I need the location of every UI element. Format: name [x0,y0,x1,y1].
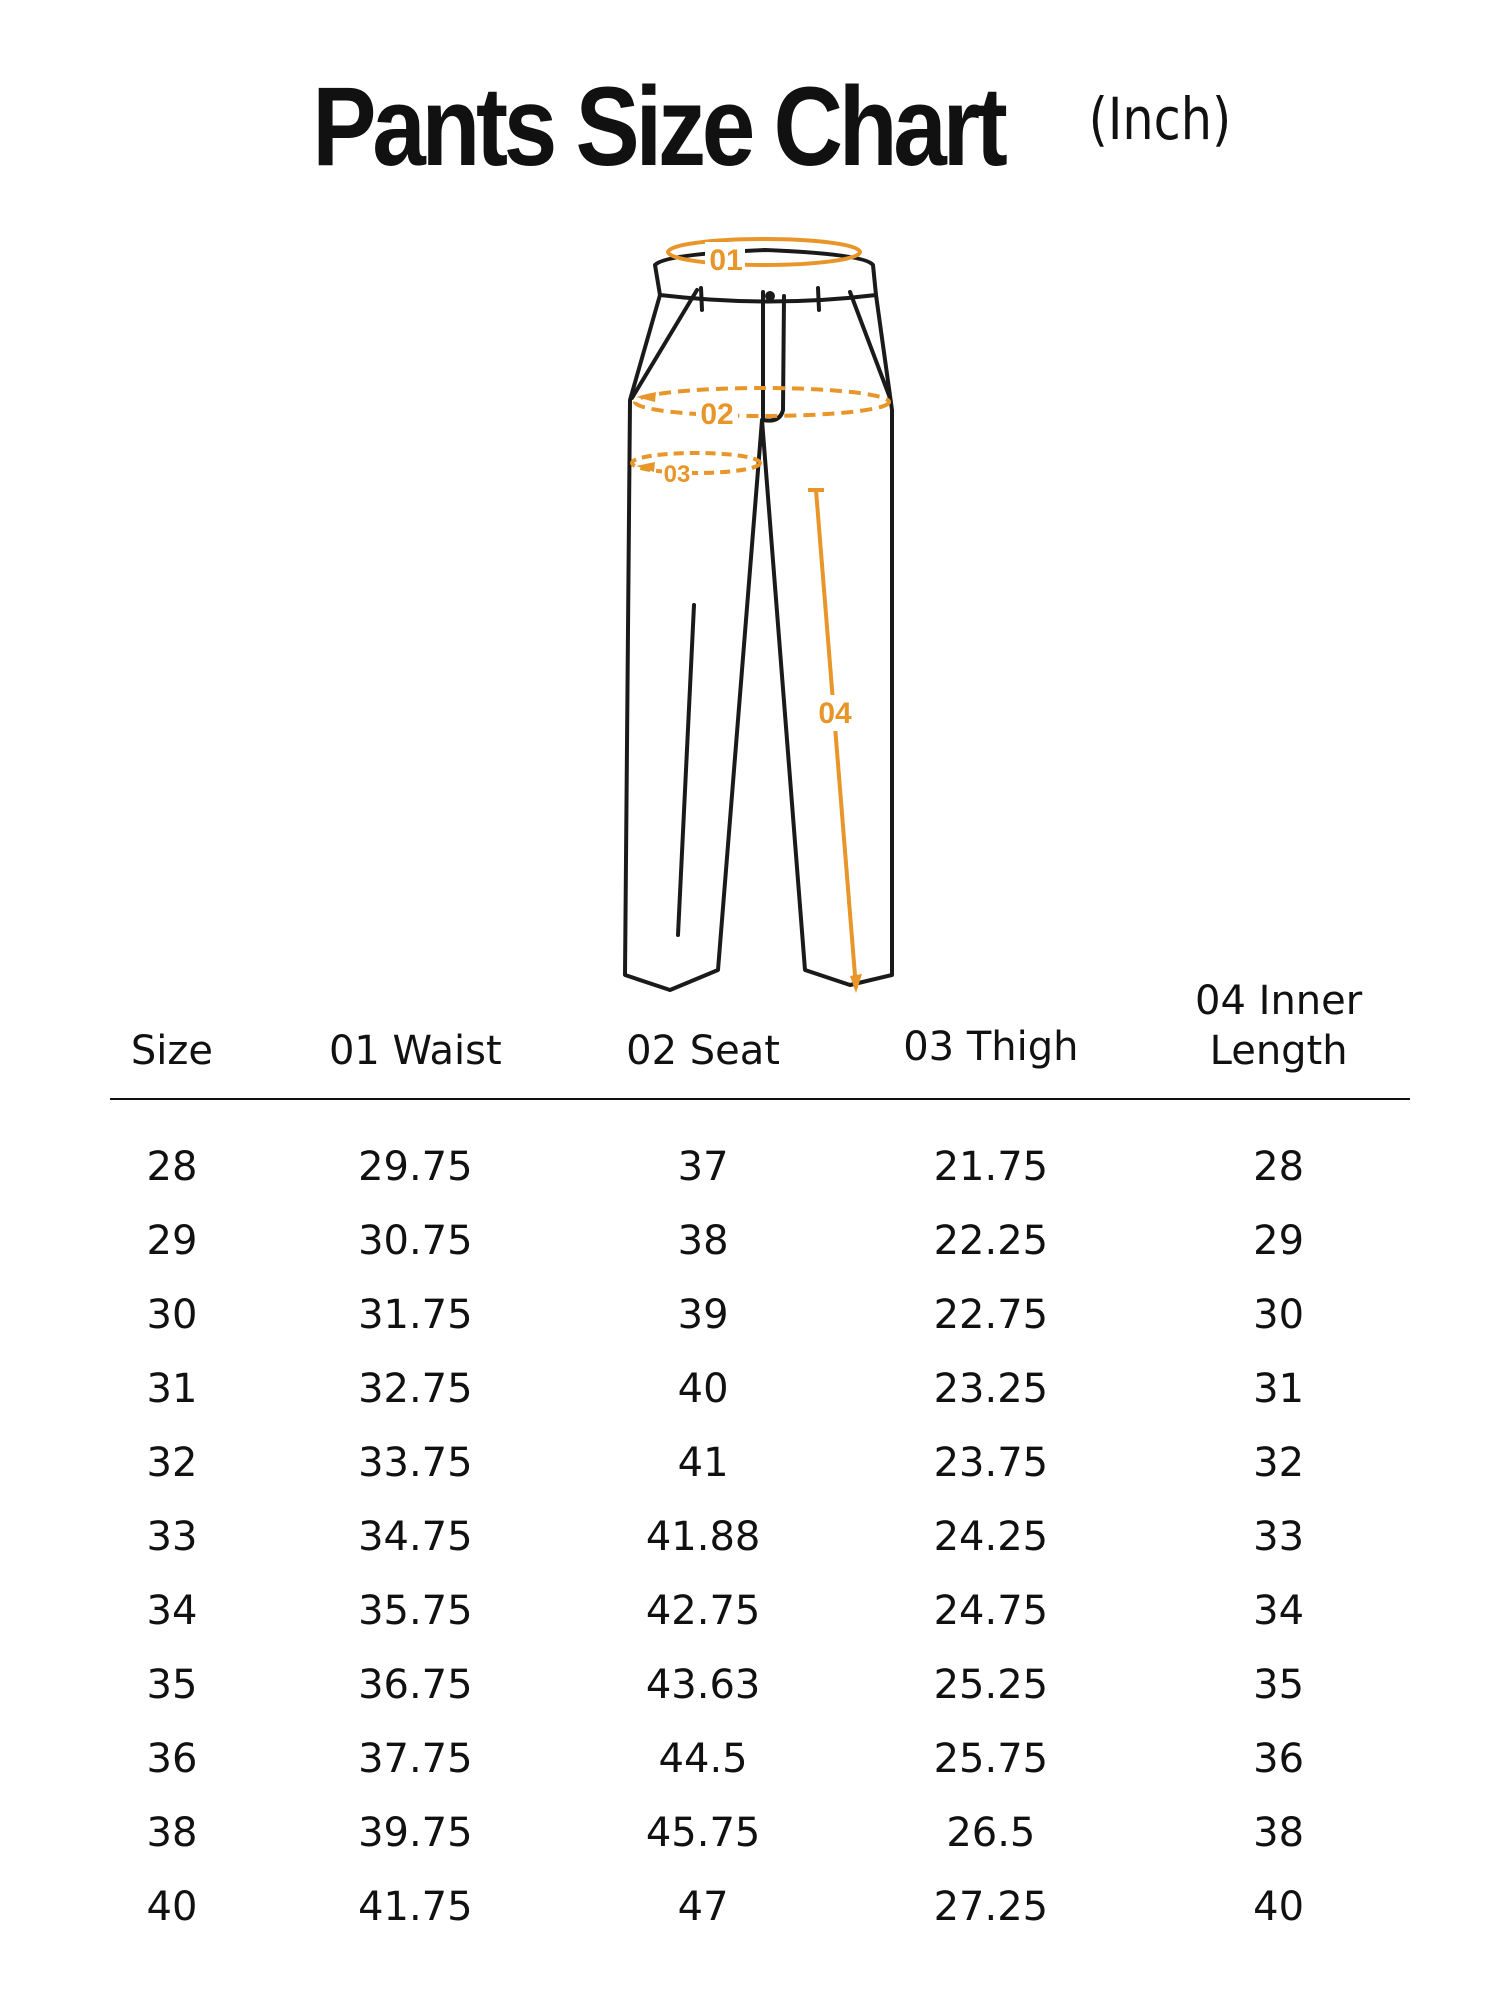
table-row [110,1130,1410,1204]
arrow-left-icon [636,392,656,402]
table-header-row [110,978,1410,1100]
cell-waist: 36.75 [358,1662,473,1708]
thigh-marker-label: 03 [663,461,691,488]
cell-size: 35 [146,1662,198,1708]
cell-inner-length: 30 [1253,1292,1305,1338]
cell-inner-length: 36 [1253,1736,1305,1782]
cell-thigh: 21.75 [933,1144,1049,1190]
cell-waist: 37.75 [358,1736,473,1782]
cell-thigh: 24.75 [933,1588,1049,1634]
table-row [110,1278,1410,1352]
table-row [110,1204,1410,1278]
cell-inner-length: 32 [1253,1440,1305,1486]
cell-size: 34 [146,1588,198,1634]
cell-seat: 37 [677,1144,729,1190]
button-icon [765,291,775,301]
table-row [110,1500,1410,1574]
cell-size: 38 [146,1810,198,1856]
header-seat: 02 Seat [626,1028,780,1074]
header-waist: 01 Waist [328,1028,502,1074]
measure-marks [632,239,889,988]
cell-seat: 41.88 [645,1514,761,1560]
cell-thigh: 23.75 [933,1440,1049,1486]
pants-outline [625,250,892,990]
cell-size: 36 [146,1736,198,1782]
cell-waist: 41.75 [358,1884,473,1930]
table-row [110,1870,1410,1944]
cell-size: 31 [146,1366,198,1412]
table-row [110,1722,1410,1796]
cell-seat: 45.75 [645,1810,761,1856]
cell-seat: 44.5 [658,1736,748,1782]
cell-waist: 32.75 [358,1366,473,1412]
cell-thigh: 22.25 [933,1218,1049,1264]
table-row [110,1426,1410,1500]
cell-seat: 47 [677,1884,729,1930]
header-thigh: 03 Thigh [903,1024,1079,1070]
inner-length-measure-line [816,490,856,988]
cell-inner-length: 31 [1253,1366,1305,1412]
cell-size: 28 [146,1144,198,1190]
cell-waist: 30.75 [358,1218,473,1264]
cell-seat: 40 [677,1366,729,1412]
cell-size: 29 [146,1218,198,1264]
cell-size: 32 [146,1440,198,1486]
waist-marker-label: 01 [709,244,743,277]
cell-seat: 38 [677,1218,729,1264]
cell-thigh: 24.25 [933,1514,1049,1560]
header-inner-length-line2: Length [1209,1028,1348,1074]
cell-inner-length: 38 [1253,1810,1305,1856]
cell-thigh: 23.25 [933,1366,1049,1412]
page-title: Pants Size Chart [312,64,1004,189]
table-row [110,1796,1410,1870]
inner-length-marker-label: 04 [818,697,852,730]
table-body [110,1100,1410,1944]
cell-size: 30 [146,1292,198,1338]
cell-inner-length: 40 [1253,1884,1305,1930]
cell-thigh: 27.25 [933,1884,1049,1930]
cell-waist: 33.75 [358,1440,473,1486]
cell-waist: 35.75 [358,1588,473,1634]
seat-marker-label: 02 [700,398,734,431]
cell-inner-length: 35 [1253,1662,1305,1708]
cell-waist: 34.75 [358,1514,473,1560]
cell-inner-length: 28 [1253,1144,1305,1190]
cell-inner-length: 34 [1253,1588,1305,1634]
cell-waist: 29.75 [358,1144,473,1190]
cell-size: 33 [146,1514,198,1560]
header-inner-length-line1: 04 Inner [1195,978,1363,1024]
cell-inner-length: 29 [1253,1218,1305,1264]
header-size: Size [130,1028,214,1074]
cell-thigh: 26.5 [946,1810,1036,1856]
size-table [110,978,1410,1944]
cell-thigh: 22.75 [933,1292,1049,1338]
header-inner-length [1147,976,1410,1076]
table-row [110,1352,1410,1426]
table-row [110,1574,1410,1648]
cell-seat: 42.75 [645,1588,761,1634]
cell-seat: 43.63 [645,1662,761,1708]
unit-label: (Inch) [1088,85,1232,153]
cell-inner-length: 33 [1253,1514,1305,1560]
cell-thigh: 25.75 [933,1736,1049,1782]
cell-size: 40 [146,1884,198,1930]
table-row [110,1648,1410,1722]
cell-waist: 39.75 [358,1810,473,1856]
cell-seat: 41 [677,1440,729,1486]
cell-thigh: 25.25 [933,1662,1049,1708]
cell-waist: 31.75 [358,1292,473,1338]
cell-seat: 39 [677,1292,729,1338]
